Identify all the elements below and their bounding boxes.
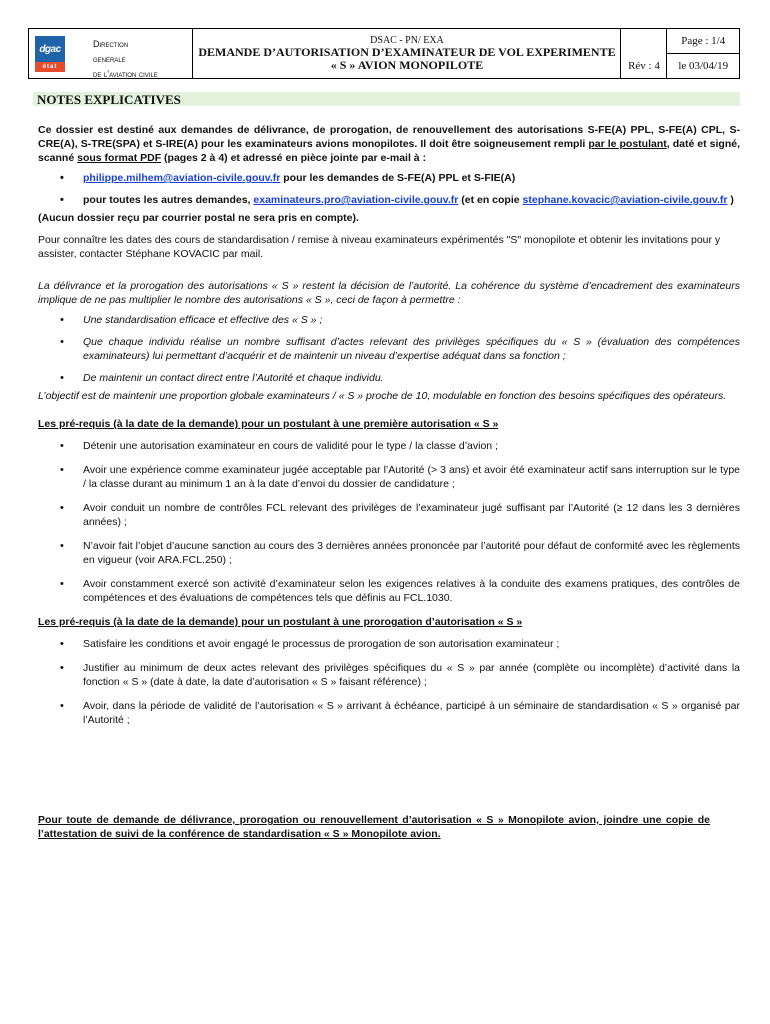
intro-underline-postulant: par le postulant — [588, 138, 667, 150]
intro-text-c: (pages 2 à 4) et adressé en pièce jointe par e-mail à : — [161, 152, 427, 164]
list-item: • Avoir conduit un nombre de contrôles FCL relevant des privilèges de l’examinateur jugé suffisant par l’Autorité (≥ 12 dans les 3 dernières années) ; — [38, 501, 740, 529]
section-heading-renew: Les pré-requis (à la date de la demande) pour un postulant à une prorogation d’autorisation « S » — [38, 616, 523, 628]
document-body — [38, 123, 740, 727]
email-link-milhem[interactable]: philippe.milhem@aviation-civile.gouv.fr — [83, 172, 281, 184]
revision-cell — [621, 29, 667, 79]
document-date: le 03/04/19 — [678, 60, 729, 72]
intro-text-b: , daté et signé, scanné — [38, 138, 741, 164]
list-item: • Satisfaire les conditions et avoir engagé le processus de prorogation de son autorisation examinateur ; — [38, 637, 740, 651]
email-link-kovacic[interactable]: stephane.kovacic@aviation-civile.gouv.fr — [522, 194, 728, 206]
document-title-line-2: « S » AVION MONOPILOTE — [330, 58, 484, 72]
org-line-2: generale — [93, 54, 126, 64]
policy-list — [38, 313, 740, 385]
revision-number: Rév : 4 — [628, 60, 660, 72]
policy-paragraph: La délivrance et la prorogation des autorisations « S » restent la décision de l’autorité. La cohérence du système d’encadrement des examinateurs implique de ne pas multiplier le nombre des autorisations « S », ceci de façon à permettre : — [38, 280, 740, 306]
email2-mid: (et en copie — [458, 194, 523, 206]
final-note: Pour toute de demande de délivrance, prorogation ou renouvellement d’autorisation « S » Monopilote avion, joindre une copie de l’attestation de suivi de la conférence de standardisation « S » Monopilote avion. — [38, 814, 710, 840]
document-title-line-1: DEMANDE D’AUTORISATION D’EXAMINATEUR DE VOL EXPERIMENTE — [198, 45, 616, 59]
document-header — [28, 28, 740, 79]
title-cell — [193, 29, 621, 79]
list-item: • N’avoir fait l’objet d’aucune sanction au cours des 3 dernières années prononcée par l’autorité pour défaut de conformité avec les règlements en vigueur (voir ARA.FCL.250) ; — [38, 539, 740, 567]
postal-note: (Aucun dossier reçu par courrier postal ne sera pris en compte). — [38, 212, 359, 224]
list-item: • Avoir, dans la période de validité de l’autorisation « S » arrivant à échéance, participé à un séminaire de standardisation « S » organisé par l’Autorité ; — [38, 699, 740, 727]
list-item: • De maintenir un contact direct entre l’Autorité et chaque individu. — [38, 371, 740, 385]
prereq-renew-list — [38, 637, 740, 727]
email1-suffix: pour les demandes de S-FE(A) PPL et S-FIE(A) — [280, 172, 516, 184]
email2-suffix: ) — [727, 194, 734, 206]
organization-name — [93, 37, 158, 82]
intro-paragraph — [38, 123, 740, 165]
prereq-first-list — [38, 439, 740, 605]
training-paragraph: Pour connaître les dates des cours de standardisation / remise à niveau examinateurs expérimentés "S" monopilote et obtenir les invitations pour y assister, contacter Stéphane KOVACIC par mail. — [38, 234, 721, 260]
email2-prefix: pour toutes les autres demandes, — [83, 194, 254, 206]
list-item — [38, 193, 740, 207]
document-reference: DSAC - PN/ EXA — [370, 35, 444, 46]
page-number: Page : 1/4 — [667, 29, 739, 54]
policy-objective: L’objectif est de maintenir une proportion globale examinateurs / « S » proche de 10, modulable en fonction des besoins spécifiques des opérateurs. — [38, 390, 727, 402]
list-item: • Avoir constamment exercé son activité d’examinateur selon les exigences relatives à la conduite des examens pratiques, des contrôles de compétences et des évaluations de compétences tels que définis au FCL.1030. — [38, 577, 740, 605]
intro-text-a: Ce dossier est destiné aux demandes de délivrance, de prorogation, de renouvellement des autorisations S-FE(A) PPL, S-FE(A) CPL, S-CRE(A), S-TRE(SPA) et S-IRE(A) pour les examinateurs avions monopilotes. Il doit être soigneusement rempli — [38, 124, 740, 150]
section-heading-first: Les pré-requis (à la date de la demande) pour un postulant à une première autorisation « S » — [38, 418, 499, 430]
list-item: • Que chaque individu réalise un nombre suffisant d’actes relevant des privilèges spécifiques du « S » (évaluation des compétences examinateurs) lui permettant d’acquérir et de maintenir un niveau d’expertise adéquat dans sa fonction ; — [38, 335, 740, 363]
logo-text: dgac — [39, 44, 61, 55]
list-item — [38, 171, 740, 185]
email-link-examinateurs[interactable]: examinateurs.pro@aviation-civile.gouv.fr — [253, 194, 459, 206]
org-line-3: de l’aviation civile — [93, 69, 158, 79]
notes-title: NOTES EXPLICATIVES — [33, 92, 740, 106]
intro-underline-pdf: sous format PDF — [77, 152, 162, 164]
list-item: • Avoir une expérience comme examinateur jugée acceptable par l’Autorité (> 3 ans) et avoir été examinateur actif sans interruption sur le type / la classe durant au minimum 1 an à la date d’envoi du dossier de candidature ; — [38, 463, 740, 491]
logo-cell — [29, 29, 193, 79]
org-line-1: Direction — [93, 39, 129, 49]
list-item: • Détenir une autorisation examinateur en cours de validité pour le type / la classe d’avion ; — [38, 439, 740, 453]
email-list — [38, 171, 740, 207]
page-cell — [667, 29, 740, 79]
list-item: • Justifier au minimum de deux actes relevant des privilèges spécifiques du « S » par année (complète ou incomplète) d’activité dans la fonction « S » (date à date, la date d’autorisation « S » faisant référence) ; — [38, 661, 740, 689]
logo-etat: état — [35, 62, 65, 72]
dgac-logo — [35, 36, 65, 72]
list-item: • Une standardisation efficace et effective des « S » ; — [38, 313, 740, 327]
